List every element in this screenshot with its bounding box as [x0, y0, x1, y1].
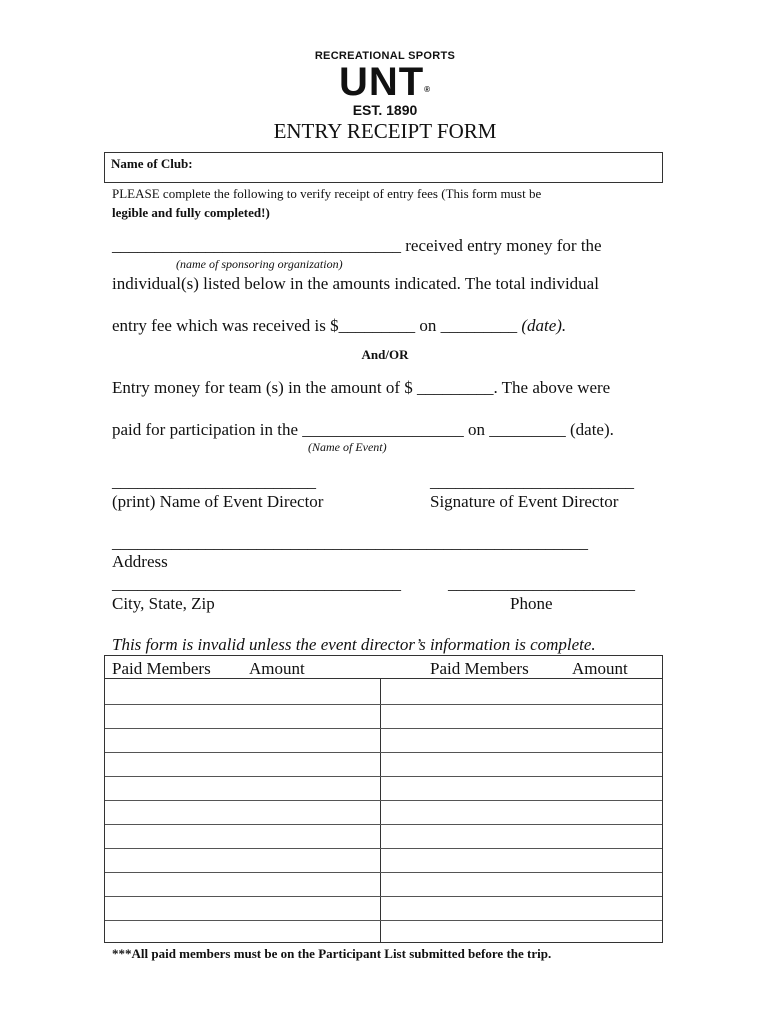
table-row[interactable]: [105, 824, 662, 825]
page-title: ENTRY RECEIPT FORM: [273, 119, 497, 143]
table-row[interactable]: [105, 848, 662, 849]
event-caption: (Name of Event): [308, 440, 387, 454]
header-divider: [105, 678, 662, 679]
team-line-2[interactable]: paid for participation in the ___________________ on _________ (date).: [112, 420, 614, 439]
org-name-blank[interactable]: __________________________________: [112, 236, 401, 255]
table-row[interactable]: [105, 704, 662, 705]
city-state-zip-blank[interactable]: __________________________________: [112, 574, 401, 593]
address-label: Address: [112, 552, 168, 571]
brand-subtitle: RECREATIONAL SPORTS: [314, 50, 456, 62]
invalid-note: This form is invalid unless the event director’s information is complete.: [112, 635, 596, 654]
right-members-header: Paid Members: [430, 659, 529, 678]
phone-blank[interactable]: ______________________: [448, 574, 635, 593]
club-name-field[interactable]: [104, 152, 663, 183]
table-row[interactable]: [105, 776, 662, 777]
phone-label: Phone: [510, 594, 553, 613]
city-state-zip-label: City, State, Zip: [112, 594, 215, 613]
club-name-label: Name of Club:: [111, 156, 193, 171]
right-amount-header: Amount: [572, 659, 628, 678]
left-amount-header: Amount: [249, 659, 305, 678]
director-signature-blank[interactable]: ________________________: [430, 472, 634, 491]
receipt-line-3: [112, 316, 566, 336]
instructions-line-1: PLEASE complete the following to verify receipt of entry fees (This form must be: [112, 186, 542, 201]
receipt-line-2: individual(s) listed below in the amounts indicated. The total individual: [112, 274, 599, 293]
footer-note: ***All paid members must be on the Participant List submitted before the trip.: [112, 946, 552, 961]
org-caption: (name of sponsoring organization): [176, 257, 343, 271]
and-or-divider: And/OR: [361, 347, 409, 362]
table-row[interactable]: [105, 800, 662, 801]
table-row[interactable]: [105, 920, 662, 921]
fee-and-date-blanks[interactable]: entry fee which was received is $_________ on _________: [112, 316, 522, 335]
director-print-label: (print) Name of Event Director: [112, 492, 324, 511]
date-word: (date).: [521, 316, 567, 335]
table-row[interactable]: [105, 872, 662, 873]
table-row[interactable]: [105, 728, 662, 729]
registered-mark: ®: [424, 85, 432, 94]
address-blank[interactable]: ________________________________________________________: [112, 533, 588, 552]
brand-established: EST. 1890: [352, 102, 418, 118]
director-signature-label: Signature of Event Director: [430, 492, 619, 511]
logo-text: UNT: [338, 60, 425, 104]
receipt-line-1: [112, 236, 602, 256]
left-members-header: Paid Members: [112, 659, 211, 678]
instructions-line-2: legible and fully completed!): [112, 205, 270, 220]
unt-logo: [0, 60, 770, 104]
receipt-line-1-text: received entry money for the: [401, 236, 602, 255]
table-row[interactable]: [105, 896, 662, 897]
director-print-blank[interactable]: ________________________: [112, 472, 316, 491]
team-line-1[interactable]: Entry money for team (s) in the amount of $ _________. The above were: [112, 378, 611, 397]
paid-members-table: [104, 655, 663, 943]
table-row[interactable]: [105, 752, 662, 753]
column-divider: [380, 678, 381, 942]
